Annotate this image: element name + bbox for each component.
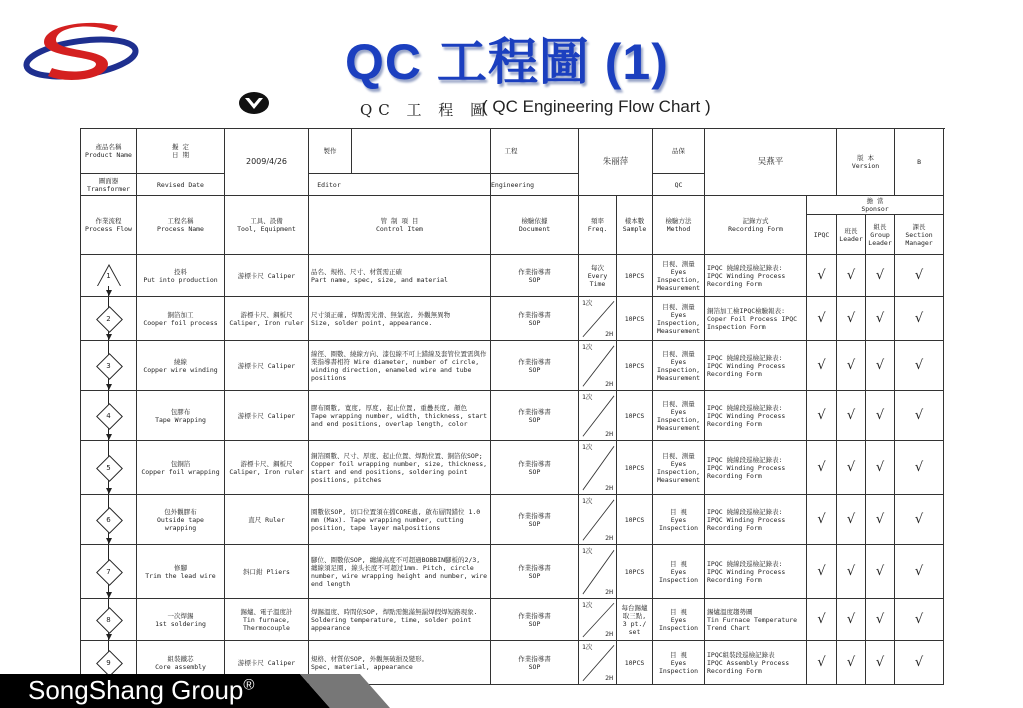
group-leader-check: √ — [866, 255, 895, 297]
process-name: 組裝鐵芯 Core assembly — [137, 641, 225, 685]
flow-step-number: 7 — [106, 567, 111, 576]
group-leader-check: √ — [866, 391, 895, 441]
table-row — [81, 341, 944, 391]
flow-cell — [81, 545, 137, 599]
freq-interval: 2H — [605, 484, 613, 492]
group-leader-check: √ — [866, 297, 895, 341]
document: 作業指導書 SOP — [491, 495, 579, 545]
company-mark-icon — [237, 90, 271, 116]
freq — [579, 391, 617, 441]
editor-row-cell — [309, 174, 491, 196]
col-process: 工程名稱 Process Name — [137, 196, 225, 255]
recording-form: IPQC 繞線段巡檢記錄表: IPQC Winding Process Recording Form — [705, 545, 807, 599]
document: 作業指導書 SOP — [491, 545, 579, 599]
flow-cell — [81, 495, 137, 545]
col-tool: 工具、設備 Tool, Equipment — [225, 196, 309, 255]
ipqc-check: √ — [807, 255, 837, 297]
col-flow: 作業流程 Process Flow — [81, 196, 137, 255]
flow-step-number: 5 — [106, 463, 111, 472]
tool: 游標卡尺 Caliper — [225, 391, 309, 441]
recording-form: IPQC組裝段巡檢記錄表 IPQC Assembly Process Recording Form — [705, 641, 807, 685]
method: 目視、測量 Eyes Inspection, Measurement — [653, 391, 705, 441]
method: 目 視 Eyes Inspection — [653, 641, 705, 685]
table-row — [81, 545, 944, 599]
control-item: 銅箔圈數、尺寸、厚度、起止位置、焊點位置、銅箔依SOP; Copper foil wrapping number, size, thickness, start and end positions, soldering point positions, pitches — [309, 441, 491, 495]
recording-form: 銅箔加工檢IPQC檢驗報表: Coper Foil Process IPQC Inspection Form — [705, 297, 807, 341]
control-item: 膠布圈數, 寬度, 厚度, 起止位置, 重疊長度, 顏色 Tape wrapping number, width, thickness, start and end positions, overlap length, color — [309, 391, 491, 441]
revised-date-label: Revised Date — [137, 174, 225, 196]
flow-arrow-icon — [106, 592, 112, 598]
method: 目視、測量 Eyes Inspection, Measurement — [653, 297, 705, 341]
flow-cell — [81, 441, 137, 495]
freq-count: 1次 — [582, 643, 593, 651]
document: 作業指導書 SOP — [491, 441, 579, 495]
col-sample: 樣本數 Sample — [617, 196, 653, 255]
brand-text: SongShang Group — [28, 675, 244, 705]
editor-label-cn: 製作 — [309, 129, 352, 173]
group-leader-check: √ — [866, 441, 895, 495]
process-name: 包膠布 Tape Wrapping — [137, 391, 225, 441]
flow-cell — [81, 391, 137, 441]
process-name: 包銅箔 Copper foil wrapping — [137, 441, 225, 495]
table-row — [81, 599, 944, 641]
recording-form: IPQC 繞線段巡檢記錄表: IPQC Winding Process Recording Form — [705, 495, 807, 545]
process-name: 銅箔加工 Cooper foil process — [137, 297, 225, 341]
control-item: 品名、規格、尺寸、材質需正確 Part name, spec, size, and material — [309, 255, 491, 297]
flow-arrow-icon — [106, 434, 112, 440]
control-item: 尺寸須正確, 焊點需光滑、無氣泡, 外觀無異物 Size, solder point, appearance. — [309, 297, 491, 341]
leader-check: √ — [837, 391, 866, 441]
flow-step-number: 6 — [106, 515, 111, 524]
group-leader-check: √ — [866, 495, 895, 545]
sample: 10PCS — [617, 297, 653, 341]
col-leader: 班長 Leader — [837, 215, 866, 255]
ipqc-check: √ — [807, 545, 837, 599]
tool: 游標卡尺、鋼板尺 Caliper, Iron ruler — [225, 441, 309, 495]
section-manager-check: √ — [895, 545, 944, 599]
document: 作業指導書 SOP — [491, 391, 579, 441]
leader-check: √ — [837, 255, 866, 297]
tool: 直尺 Ruler — [225, 495, 309, 545]
group-leader-check: √ — [866, 599, 895, 641]
freq-interval: 2H — [605, 588, 613, 596]
tool: 游標卡尺 Caliper — [225, 641, 309, 685]
leader-check: √ — [837, 341, 866, 391]
flow-arrow-icon — [106, 634, 112, 640]
flow-step-number: 9 — [106, 658, 111, 667]
freq-interval: 2H — [605, 430, 613, 438]
section-manager-check: √ — [895, 599, 944, 641]
flow-cell — [81, 341, 137, 391]
flow-cell — [81, 297, 137, 341]
control-item: 焊錫溫度、時間依SOP, 焊點需飽滿無漏焊假焊短路現象. Soldering temperature, time, solder point appearance — [309, 599, 491, 641]
section-manager-check: √ — [895, 255, 944, 297]
document: 作業指導書 SOP — [491, 255, 579, 297]
flow-cell — [81, 255, 137, 297]
engineering-label-cell — [491, 129, 579, 174]
freq — [579, 441, 617, 495]
group-leader-check: √ — [866, 545, 895, 599]
freq-interval: 2H — [605, 380, 613, 388]
table-row — [81, 255, 944, 297]
flow-step-number: 4 — [106, 411, 111, 420]
tool: 游標卡尺 Caliper — [225, 341, 309, 391]
recording-form: IPQC 繞線段巡檢記錄表: IPQC Winding Process Recording Form — [705, 441, 807, 495]
table-row — [81, 441, 944, 495]
tool: 游標卡尺、鋼板尺 Caliper, Iron ruler — [225, 297, 309, 341]
document: 作業指導書 SOP — [491, 599, 579, 641]
document: 作業指導書 SOP — [491, 341, 579, 391]
recording-form: IPQC 繞線段巡檢記錄表: IPQC Winding Process Recording Form — [705, 255, 807, 297]
process-name: 投料 Put into production — [137, 255, 225, 297]
sample: 10PCS — [617, 255, 653, 297]
engineer-name: 朱丽萍 — [579, 129, 653, 196]
leader-check: √ — [837, 641, 866, 685]
brand-registered-mark: ® — [243, 676, 255, 694]
freq-count: 1次 — [582, 393, 593, 401]
version-value: B — [895, 129, 944, 196]
freq-count: 1次 — [582, 343, 593, 351]
brand-name — [28, 675, 254, 706]
transformer-label: 圖面器 Transformer — [81, 174, 137, 196]
qc-flow-table — [80, 128, 944, 685]
table-row — [81, 495, 944, 545]
method: 目 視 Eyes Inspection — [653, 599, 705, 641]
engineering-label-cn: 工程 — [504, 147, 518, 155]
flow-cell — [81, 599, 137, 641]
col-document: 檢驗依據 Document — [491, 196, 579, 255]
method: 目 視 Eyes Inspection — [653, 495, 705, 545]
freq-count: 1次 — [582, 497, 593, 505]
sample: 10PCS — [617, 441, 653, 495]
flow-arrow-icon — [106, 334, 112, 340]
engineering-label-en: Engineering — [491, 180, 535, 189]
method: 目視、測量 Eyes Inspection, Measurement — [653, 255, 705, 297]
group-leader-check: √ — [866, 341, 895, 391]
tool: 錫爐、電子溫度計 Tin furnace, Thermocouple — [225, 599, 309, 641]
process-name: 包外觀膠布 Outside tape wrapping — [137, 495, 225, 545]
flow-arrow-icon — [106, 290, 112, 296]
qc-label-cn: 品保 — [653, 129, 705, 174]
freq-interval: 2H — [605, 330, 613, 338]
process-name: 修腳 Trim the lead wire — [137, 545, 225, 599]
freq: 每次 Every Time — [579, 255, 617, 297]
ipqc-check: √ — [807, 297, 837, 341]
qc-label-en: QC — [653, 174, 705, 196]
editor-label-en: Editor — [317, 180, 341, 189]
group-leader-check: √ — [866, 641, 895, 685]
section-manager-check: √ — [895, 391, 944, 441]
flow-step-number: 1 — [106, 271, 111, 280]
document: 作業指導書 SOP — [491, 297, 579, 341]
sample: 10PCS — [617, 641, 653, 685]
freq — [579, 545, 617, 599]
table-row — [81, 297, 944, 341]
revise-label: 擬 定 日 期 — [137, 129, 225, 174]
control-item: 線徑、圈數、繞線方向、漆包線不可上錯線及套管位置需與作業指導書相符 Wire diameter, number of circle, winding direction, enameled wire and tube positions — [309, 341, 491, 391]
flow-step-number: 3 — [106, 361, 111, 370]
ipqc-check: √ — [807, 441, 837, 495]
col-section-manager: 課長 Section Manager — [895, 215, 944, 255]
section-manager-check: √ — [895, 495, 944, 545]
leader-check: √ — [837, 297, 866, 341]
engineering-en-cell — [491, 174, 579, 196]
section-manager-check: √ — [895, 297, 944, 341]
freq — [579, 599, 617, 641]
sample: 10PCS — [617, 341, 653, 391]
qc-person-name: 吴燕平 — [705, 129, 837, 196]
control-item: 圈數依SOP, 切口位置須在擋CORE處, 啟布層間錯位 1.0 mm (Max). Tape wrapping number, cutting position, tape layer malpositions — [309, 495, 491, 545]
method: 目 視 Eyes Inspection — [653, 545, 705, 599]
chart-header — [235, 90, 795, 120]
ipqc-check: √ — [807, 341, 837, 391]
flow-arrow-icon — [106, 488, 112, 494]
revised-date: 2009/4/26 — [225, 129, 309, 196]
method: 目視、測量 Eyes Inspection, Measurement — [653, 341, 705, 391]
recording-form: 錫爐溫度趨勢圖 Tin Furnace Temperature Trend Chart — [705, 599, 807, 641]
ipqc-check: √ — [807, 391, 837, 441]
ipqc-check: √ — [807, 495, 837, 545]
col-group-leader: 組長 Group Leader — [866, 215, 895, 255]
leader-check: √ — [837, 495, 866, 545]
control-item: 腳位、圈數依SOP, 纏線高度不可超過BOBBIN腳板的2/3, 纏線須足圈, 線头长度不可超过1mm. Pitch, circle number, wire wrapping height and number, wire end length — [309, 545, 491, 599]
flow-arrow-icon — [106, 384, 112, 390]
control-item: 規格、材質依SOP, 外觀無破損及變形。 Spec, material, appearance — [309, 641, 491, 685]
section-manager-check: √ — [895, 641, 944, 685]
leader-check: √ — [837, 599, 866, 641]
flow-step-number: 8 — [106, 615, 111, 624]
col-control: 管 制 項 目 Control Item — [309, 196, 491, 255]
chart-title-cn: QC 工 程 圖 — [360, 101, 492, 119]
freq-interval: 2H — [605, 674, 613, 682]
section-manager-check: √ — [895, 341, 944, 391]
freq-count: 1次 — [582, 547, 593, 555]
tool: 斜口鉗 Pliers — [225, 545, 309, 599]
document: 作業指導書 SOP — [491, 641, 579, 685]
col-freq: 頻率 Freq. — [579, 196, 617, 255]
freq-interval: 2H — [605, 534, 613, 542]
flow-arrow-icon — [106, 538, 112, 544]
freq-count: 1次 — [582, 443, 593, 451]
page-title: QC 工程圖 (1) — [345, 34, 669, 90]
ipqc-check: √ — [807, 599, 837, 641]
leader-check: √ — [837, 545, 866, 599]
freq-count: 1次 — [582, 299, 593, 307]
ipqc-check: √ — [807, 641, 837, 685]
section-manager-check: √ — [895, 441, 944, 495]
flow-step-number: 2 — [106, 314, 111, 323]
process-name: 繞線 Copper wire winding — [137, 341, 225, 391]
sample: 每台錫爐取三點, 3 pt./ set — [617, 599, 653, 641]
product-name-label: 產品名稱 Product Name — [81, 129, 137, 174]
sample: 10PCS — [617, 391, 653, 441]
recording-form: IPQC 繞線段巡檢記錄表: IPQC Winding Process Recording Form — [705, 341, 807, 391]
songshang-logo — [22, 18, 140, 96]
chart-title-en: ( QC Engineering Flow Chart ) — [482, 97, 711, 116]
method: 目視、測量 Eyes Inspection, Measurement — [653, 441, 705, 495]
process-name: 一次焊錫 1st soldering — [137, 599, 225, 641]
freq — [579, 297, 617, 341]
col-ipqc: IPQC — [807, 215, 837, 255]
freq — [579, 495, 617, 545]
editor-label — [309, 129, 491, 174]
freq — [579, 341, 617, 391]
col-sponsor: 擔 當 Sponsor — [807, 196, 944, 215]
col-record: 記錄方式 Recording Form — [705, 196, 807, 255]
sample: 10PCS — [617, 495, 653, 545]
leader-check: √ — [837, 441, 866, 495]
version-label: 版 本 Version — [837, 129, 895, 196]
freq-count: 1次 — [582, 601, 593, 609]
col-method: 檢驗方法 Method — [653, 196, 705, 255]
recording-form: IPQC 繞線段巡檢記錄表: IPQC Winding Process Recording Form — [705, 391, 807, 441]
freq-interval: 2H — [605, 630, 613, 638]
sample: 10PCS — [617, 545, 653, 599]
table-row — [81, 391, 944, 441]
tool: 游標卡尺 Caliper — [225, 255, 309, 297]
